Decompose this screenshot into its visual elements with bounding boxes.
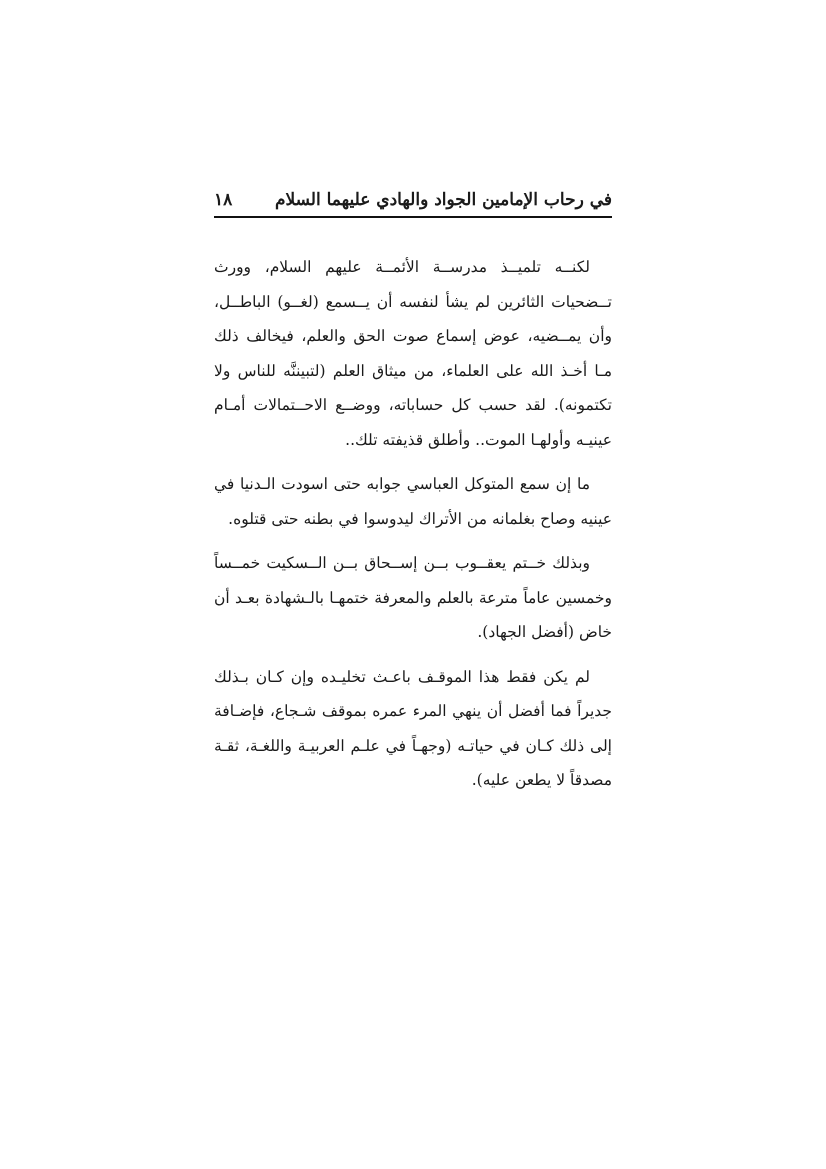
- paragraph-1: لكنــه تلميــذ مدرســة الأئمــة عليهم السلام، وورث تــضحيات الثائرين لم يشأ لنفسه أن يــسمع (لغــو) الباطــل، وأن يمــضيه، عوض إسماع صوت الحق والعلم، فيخالف ذلك مـا أخـذ الله على العلماء، من ميثاق العلم (لتبيننَّه للناس ولا تكتمونه). لقد حسب كل حساباته، ووضــع الاحــتمالات أمـام عينيـه وأولهـا الموت.. وأطلق قذيفته تلك..: [214, 258, 612, 449]
- running-header-title: في رحاب الإمامين الجواد والهادي عليهما السلام: [274, 190, 612, 210]
- paragraph-3: وبذلك خــتم يعقــوب بــن إســحاق بــن الــسكيت خمــساً وخمسين عاماً مترعة بالعلم والمعرفة ختمهـا بالـشهادة بعـد أن خاض (أفضل الجهاد).: [214, 554, 612, 641]
- header-divider: [214, 216, 612, 218]
- paragraph-2: ما إن سمع المتوكل العباسي جوابه حتى اسودت الـدنيا في عينيه وصاح بغلمانه من الأتراك ليدوسوا في بطنه حتى قتلوه.: [214, 475, 612, 528]
- body-text: [214, 250, 612, 808]
- page-number: ١٨: [214, 190, 233, 210]
- running-header: [214, 186, 612, 216]
- paragraph-4: لم يكن فقط هذا الموقـف باعـث تخليـده وإن كـان بـذلك جديراً فما أفضل أن ينهي المرء عمره بموقف شـجاع، فإضـافة إلى ذلك كـان في حياتـه (وجهـاً في علـم العربيـة واللغـة، ثقـة مصدقاً لا يطعن عليه).: [214, 667, 612, 789]
